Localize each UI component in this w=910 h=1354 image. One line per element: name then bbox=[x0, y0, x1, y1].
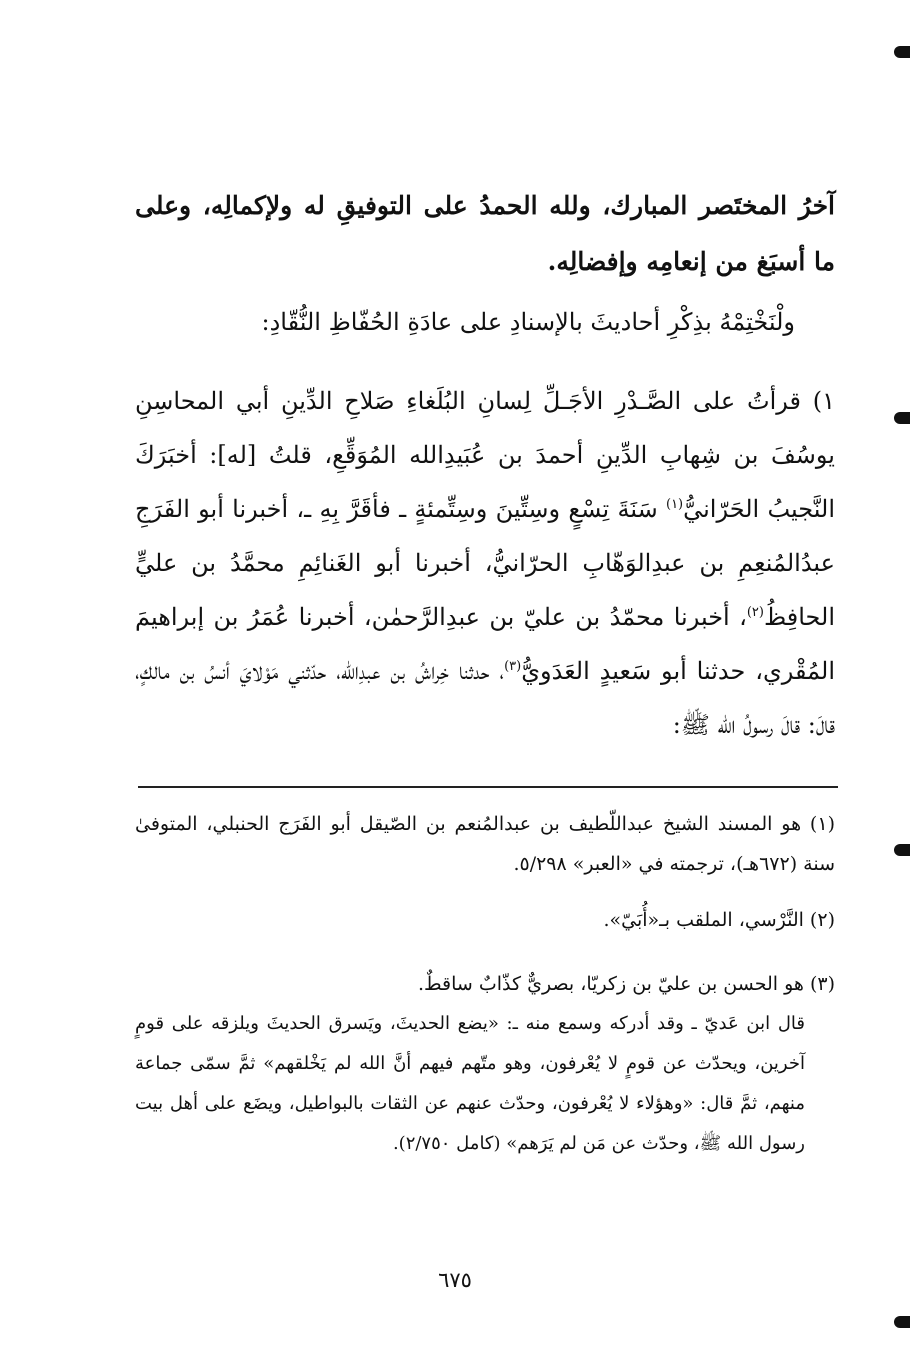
closing-text: آخرُ المختَصر المبارك، ولله الحمدُ على التوفيقِ له ولإكمالِه، وعلى ما أسبَغ من إنعامِه وإفضالِه. bbox=[135, 191, 835, 276]
scan-edge-mark bbox=[894, 412, 910, 424]
footnote-1-text: (١) هو المسند الشيخ عبداللّطيف بن عبدالمُنعم بن الصّيقل أبو الفَرَج الحنبلي، المتوفىٰ سنة (٦٧٢هـ)، ترجمته في «العبر» ٥/٢٩٨. bbox=[135, 813, 835, 875]
scan-edge-mark bbox=[894, 46, 910, 58]
footnote-3 bbox=[135, 964, 835, 1164]
hadith-paragraph bbox=[135, 374, 835, 752]
scan-edge-mark bbox=[894, 844, 910, 856]
hadith-text-part-1: ١) قرأتُ على الصَّـدْرِ الأجَـلِّ لِسانِ البُلَغاءِ صَلاحِ الدِّينِ أبي المحاسِنِ يوسُفَ بن شِهابِ الدِّينِ أحمدَ بن عُبَيدِالله المُوَقِّعِ، قلتُ [له]: أخبَرَكَ النَّجيبُ الحَرّانيُّ bbox=[135, 387, 836, 523]
footnote-separator bbox=[138, 786, 838, 788]
footnote-2 bbox=[135, 900, 835, 940]
footnote-3-quote: قال ابن عَديّ ـ وقد أدركه وسمع منه ـ: «يضع الحديثَ، ويَسرق الحديثَ ويلزقه على قومٍ آخرين، ويحدّث عن قومٍ لا يُعْرفون، وهو متّهم فيهم أنَّ الله لم يَخْلقهم» ثمَّ سمّى جماعة منهم، ثمَّ قال: «وهؤلاء لا يُعْرفون، وحدّث عنهم عن الثقات بالبواطيل، ويضَع على أهل بيت رسول الله ﷺ، وحدّث عن مَن لم يَرَهم» (كامل ٢/٧٥٠). bbox=[135, 1013, 805, 1154]
hadith-text-part-4: ، حدثنا خِراشُ بن عبدِالله، حدّثني مَوْلايَ أنسُ بن مالكٍ، قالَ: قالَ رسولُ الله ﷺ: bbox=[135, 657, 835, 739]
closing-paragraph bbox=[135, 178, 835, 290]
scan-edge-mark bbox=[894, 1316, 910, 1328]
footnote-ref-1: (١) bbox=[665, 497, 684, 512]
page-number: ٦٧٥ bbox=[438, 1268, 472, 1292]
hadith-text-part-2: سَنَةَ تِسْعٍ وسِتِّينَ وسِتِّمئةٍ ـ فأقَرَّ بِهِ ـ، أخبرنا أبو الفَرَجِ عبدُالمُنعِمِ بن عبدِالوَهّابِ الحرّانيُّ، أخبرنا أبو الغَنائِمِ محمَّدُ بن عليٍّ الحافِظُ bbox=[135, 495, 835, 631]
footnote-3-text: (٣) هو الحسن بن عليّ بن زكريّا، بصريٌّ كذّابٌ ساقطٌ. bbox=[417, 973, 835, 995]
footnote-ref-3: (٣) bbox=[504, 659, 522, 674]
hadith-text-part-3: ، أخبرنا محمّدُ بن عليّ بن عبدِالرَّحمٰن، أخبرنا عُمَرُ بن إبراهيمَ المُقْري، حدثنا أبو سَعيدٍ العَدَويُّ bbox=[135, 603, 836, 685]
intro-paragraph bbox=[135, 300, 835, 344]
footnote-2-text: (٢) النَّرْسي، الملقب بـ«أُبَيّ». bbox=[603, 909, 835, 931]
intro-text: ولْنَخْتِمْهُ بذِكْرِ أحاديثَ بالإسنادِ على عادَةِ الحُفّاظِ النُّقّادِ: bbox=[261, 308, 795, 336]
footnote-ref-2: (٢) bbox=[746, 605, 764, 620]
footnote-1 bbox=[135, 804, 835, 884]
